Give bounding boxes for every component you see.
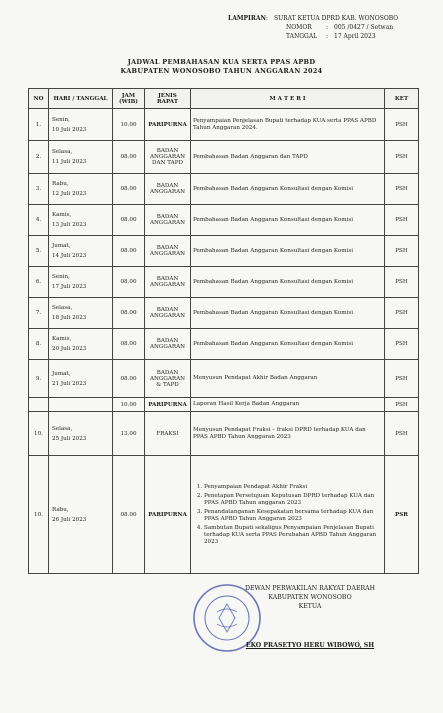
row-no-empty [29,398,49,412]
row-day: Selasa, [52,425,73,432]
row-no: 5. [29,236,49,267]
header-materi: M A T E R I [191,89,385,109]
row-jenis: BADAN ANGGARAN [145,236,191,267]
table-row [29,412,419,456]
row-date-cell [49,205,113,236]
row-ket: PSH [385,360,419,398]
row-materi: Pembahasan Badan Anggaran Konsultasi dengan Komisi [191,267,385,298]
row-ket: PSH [385,329,419,360]
table-row [29,298,419,329]
signature-region: KABUPATEN WONOSOBO [268,594,352,601]
row-day: Jumat, [52,243,71,249]
row-jenis: PARIPURNA [145,398,191,412]
row-day: Selasa, [52,149,73,155]
row-day: Kamis, [52,212,72,218]
row-materi: Pembahasan Badan Anggaran Konsultasi dengan Komisi [191,329,385,360]
row-date-cell [49,412,113,456]
row-date: 26 Juli 2023 [52,516,87,523]
row-ket: PSH [385,298,419,329]
header-ket: KET [385,89,419,109]
row-jam: 08.00 [113,267,145,298]
table-header-row [29,89,419,109]
row-jenis: BADAN ANGGARAN [145,205,191,236]
row-jam: 08.00 [113,174,145,205]
lampiran-label: LAMPIRAN [228,15,266,22]
table-row [29,205,419,236]
signature-block [195,584,425,650]
agenda-item: 4. Sambutan Bupati sekaligus Penyampaian Penjelasan Bupati terhadap KUA serta PPAS Perubahan APBD Tahun Anggaran 2023 [204,525,382,546]
row-date: 10 Juli 2023 [52,126,87,133]
table-row [29,141,419,174]
row-jenis: BADAN ANGGARAN [145,174,191,205]
table-row [29,456,419,574]
signature-position: KETUA [298,603,322,610]
tanggal-value: 17 April 2023 [334,33,376,40]
header-no: NO [29,89,49,109]
row-date: 18 Juli 2023 [52,315,87,321]
row-date: 14 Juli 2023 [52,253,87,259]
row-jam: 08.00 [113,298,145,329]
row-jam: 08.00 [113,205,145,236]
table-row [29,360,419,398]
row-date-cell [49,360,113,398]
row-day: Selasa, [52,305,73,311]
row-date: 11 Juli 2023 [52,159,87,165]
row-materi: Menyusun Pendapat Fraksi – fraksi DPRD terhadap KUA dan PPAS APBD Tahun Anggaran 2023 [191,412,385,456]
header-hari: HARI / TANGGAL [49,89,113,109]
agenda-item: 3. Penandatanganan Kesepakatan bersama terhadap KUA dan PPAS APBD Tahun Anggaran 2023 [204,509,382,523]
row-jenis: PARIPURNA [145,456,191,574]
row-jenis: BADAN ANGGARAN & TAPD [145,360,191,398]
header-jam: JAM (WIB) [113,89,145,109]
row-no: 10. [29,456,49,574]
schedule-table [28,88,419,574]
row-jenis: BADAN ANGGARAN [145,267,191,298]
row-date-cell [49,141,113,174]
row-ket: PSH [385,205,419,236]
row-date-cell [49,329,113,360]
row-jenis: BADAN ANGGARAN DAN TAPD [145,141,191,174]
row-day: Rabu, [52,181,69,187]
row-no: 2. [29,141,49,174]
row-date-cell [49,109,113,141]
tanggal-label: TANGGAL [286,33,318,40]
row-ket: PSH [385,141,419,174]
signatory-name: EKO PRASETYO HERU WIBOWO, SH [245,642,375,649]
row-day: Senin, [52,274,70,280]
document-subtitle: KABUPATEN WONOSOBO TAHUN ANGGARAN 2024 [120,67,323,75]
row-jam: 08.00 [113,329,145,360]
row-jenis: BADAN ANGGARAN [145,329,191,360]
row-no: 3. [29,174,49,205]
row-materi: Penyampaian Penjelasan Bupati terhadap KUA serta PPAS APBD Tahun Anggaran 2024. [191,109,385,141]
row-jenis: BADAN ANGGARAN [145,298,191,329]
row-ket: PSH [385,236,419,267]
row-jam: 08.00 [113,360,145,398]
row-day: Rabu, [52,506,69,513]
lampiran-text: SURAT KETUA DPRD KAB. WONOSOBO [274,15,399,22]
row-no: 10. [29,412,49,456]
row-materi: Pembahasan Badan Anggaran Konsultasi dengan Komisi [191,298,385,329]
agenda-list [193,484,382,546]
table-row [29,109,419,141]
agenda-item: 1. Penyampaian Pendapat Akhir Fraksi [204,484,382,491]
row-day: Jumat, [52,370,71,377]
agenda-item: 2. Penetapan Persetujuan Keputusan DPRD terhadap KUA dan PPAS APBD Tahun anggaran 2023 [204,493,382,507]
row-jam: 10.00 [113,109,145,141]
row-day: Senin, [52,116,70,123]
row-date: 25 Juli 2023 [52,435,87,442]
lampiran-block: LAMPIRAN : SURAT KETUA DPRD KAB. WONOSOBO NOMOR : 005 /0427 / Setwan TANGGAL : 17 April 2023 [228,15,399,40]
row-no: 4. [29,205,49,236]
row-no: 1. [29,109,49,141]
signature-institution: DEWAN PERWAKILAN RAKYAT DAERAH [244,585,375,592]
row-materi: Laporan Hasil Kerja Badan Anggaran [191,398,385,412]
row-materi: Pembahasan Badan Anggaran dan TAPD [191,141,385,174]
row-date-cell [49,267,113,298]
row-jenis: PARIPURNA [145,109,191,141]
table-row [29,398,419,412]
row-materi: Menyusun Pendapat Akhir Badan Anggaran [191,360,385,398]
row-no: 7. [29,298,49,329]
row-date: 17 Juli 2023 [52,284,87,290]
row-ket: PSH [385,412,419,456]
header-jenis: JENIS RAPAT [145,89,191,109]
row-date-cell [49,298,113,329]
row-materi: Pembahasan Badan Anggaran Konsultasi dengan Komisi [191,236,385,267]
nomor-value: 005 /0427 / Setwan [334,24,394,31]
nomor-label: NOMOR [286,24,312,31]
row-date: 20 Juli 2023 [52,346,87,352]
row-date-empty [49,398,113,412]
row-jam: 08.00 [113,456,145,574]
row-jam: 13.00 [113,412,145,456]
row-ket: PSH [385,174,419,205]
row-jenis: FRAKSI [145,412,191,456]
row-ket: PSH [385,267,419,298]
row-no: 6. [29,267,49,298]
table-row [29,236,419,267]
row-date: 13 Juli 2023 [52,222,87,228]
row-date-cell [49,456,113,574]
row-materi-list-cell [191,456,385,574]
row-jam: 10.00 [113,398,145,412]
document-title: JADWAL PEMBAHASAN KUA SERTA PPAS APBD [127,58,316,66]
row-date-cell [49,174,113,205]
row-date: 21 Juli 2023 [52,380,87,387]
row-ket: PSR [385,456,419,574]
row-date-cell [49,236,113,267]
table-row [29,174,419,205]
row-materi: Pembahasan Badan Anggaran Konsultasi dengan Komisi [191,174,385,205]
table-row [29,329,419,360]
row-date: 12 Juli 2023 [52,191,87,197]
row-jam: 08.00 [113,141,145,174]
table-row [29,267,419,298]
row-materi: Pembahasan Badan Anggaran Konsultasi dengan Komisi [191,205,385,236]
row-no: 9. [29,360,49,398]
row-no: 8. [29,329,49,360]
row-ket: PSH [385,109,419,141]
row-ket: PSH [385,398,419,412]
row-day: Kamis, [52,336,72,342]
row-jam: 08.00 [113,236,145,267]
